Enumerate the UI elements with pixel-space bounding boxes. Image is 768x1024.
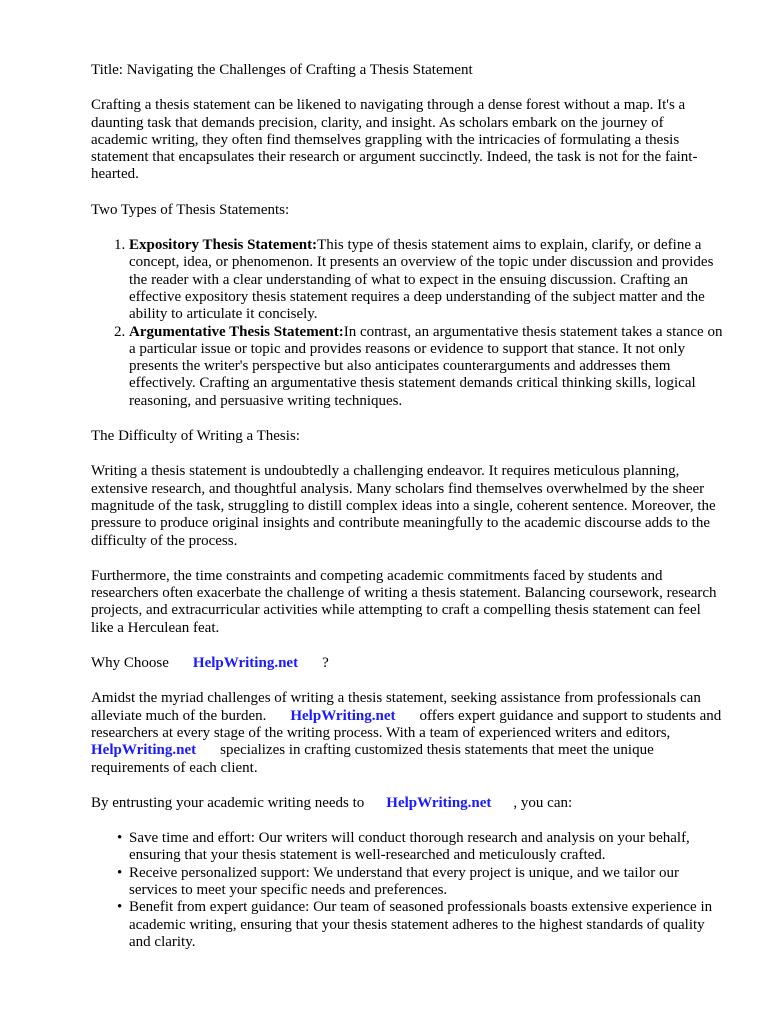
bullet-icon: • — [117, 830, 123, 847]
helpwriting-link[interactable]: HelpWriting.net — [290, 707, 396, 724]
amidst-text-2: offers expert guidance and support to students and researchers at every stage of the writing process. With a team of experienced writers and editors, — [91, 707, 722, 741]
benefit-text: Benefit from expert guidance: Our team of seasoned professionals boasts extensive experience in academic writing, ensuring that your thesis statement adheres to the highest standards of quality and clarity. — [129, 899, 713, 950]
amidst-paragraph — [91, 690, 724, 776]
thesis-types-list — [91, 237, 724, 410]
difficulty-paragraph-2: Furthermore, the time constraints and competing academic commitments faced by students and researchers often exacerbate the challenge of writing a thesis statement. Balancing coursework, research projects, and extracurricular activities while attempting to craft a compelling thesis statement can feel like a Herculean feat. — [91, 567, 717, 636]
entrust-prefix: By entrusting your academic writing needs to — [91, 794, 365, 811]
difficulty-paragraph-1: Writing a thesis statement is undoubtedly a challenging endeavor. It requires meticulous planning, extensive research, and thoughtful analysis. Many scholars find themselves overwhelmed by the sheer magnitude of the task, struggling to distill complex ideas into a single, coherent sentence. Moreover, the pressure to produce original insights and contribute meaningfully to the academic discourse adds to the difficulty of the process. — [91, 463, 716, 549]
helpwriting-link[interactable]: HelpWriting.net — [91, 742, 197, 759]
helpwriting-link[interactable]: HelpWriting.net — [192, 655, 299, 672]
benefit-text: Receive personalized support: We understand that every project is unique, and we tailor our services to meet your specific needs and preferences. — [129, 864, 680, 898]
type-text: In contrast, an argumentative thesis statement takes a stance on a particular issue or topic and provides reasons or evidence to support that stance. It not only presents the writer's perspective but also anticipates counterarguments and addresses them effectively. Crafting an argumentative thesis statement demands critical thinking skills, logical reasoning, and persuasive writing techniques. — [129, 323, 723, 409]
benefit-text: Save time and effort: Our writers will conduct thorough research and analysis on your behalf, ensuring that your thesis statement is well-researched and meticulously crafted. — [129, 830, 690, 864]
amidst-text-1: Amidst the myriad challenges of writing a thesis statement, seeking assistance from professionals can alleviate much of the burden. — [91, 690, 701, 724]
helpwriting-link[interactable]: HelpWriting.net — [386, 794, 492, 811]
type-text: This type of thesis statement aims to explain, clarify, or define a concept, idea, or phenomenon. It presents an overview of the topic under discussion and provides the reader with a clear understanding of what to expect in the ensuing discussion. Crafting an effective expository thesis statement requires a deep understanding of the subject matter and the ability to articulate it concisely. — [129, 237, 714, 323]
list-item — [117, 830, 724, 865]
entrust-suffix: , you can: — [513, 794, 573, 811]
document-title: Title: Navigating the Challenges of Crafting a Thesis Statement — [91, 62, 473, 78]
list-item — [117, 864, 724, 900]
list-item — [129, 237, 724, 323]
why-prefix: Why Choose — [91, 655, 169, 672]
bullet-icon: • — [117, 899, 123, 916]
intro-paragraph: Crafting a thesis statement can be likened to navigating through a dense forest without a map. It's a daunting task that demands precision, clarity, and insight. As scholars embark on the journey of academic writing, they often find themselves grappling with the intricacies of formulating a thesis statement that encapsulates their research or argument succinctly. Indeed, the task is not for the faint-hearted. — [91, 97, 698, 183]
why-choose-line — [91, 655, 724, 672]
entrust-line — [91, 795, 724, 812]
benefits-list — [91, 830, 724, 951]
list-item — [129, 324, 724, 410]
type-label: Argumentative Thesis Statement: — [129, 323, 344, 340]
bullet-icon: • — [117, 864, 123, 881]
type-label: Expository Thesis Statement: — [129, 237, 318, 254]
why-suffix: ? — [322, 655, 329, 672]
difficulty-heading: The Difficulty of Writing a Thesis: — [91, 428, 300, 445]
amidst-text-3: specializes in crafting customized thesis statements that meet the unique requirements of each client. — [91, 742, 654, 776]
list-item — [117, 899, 724, 951]
types-heading: Two Types of Thesis Statements: — [91, 201, 290, 218]
